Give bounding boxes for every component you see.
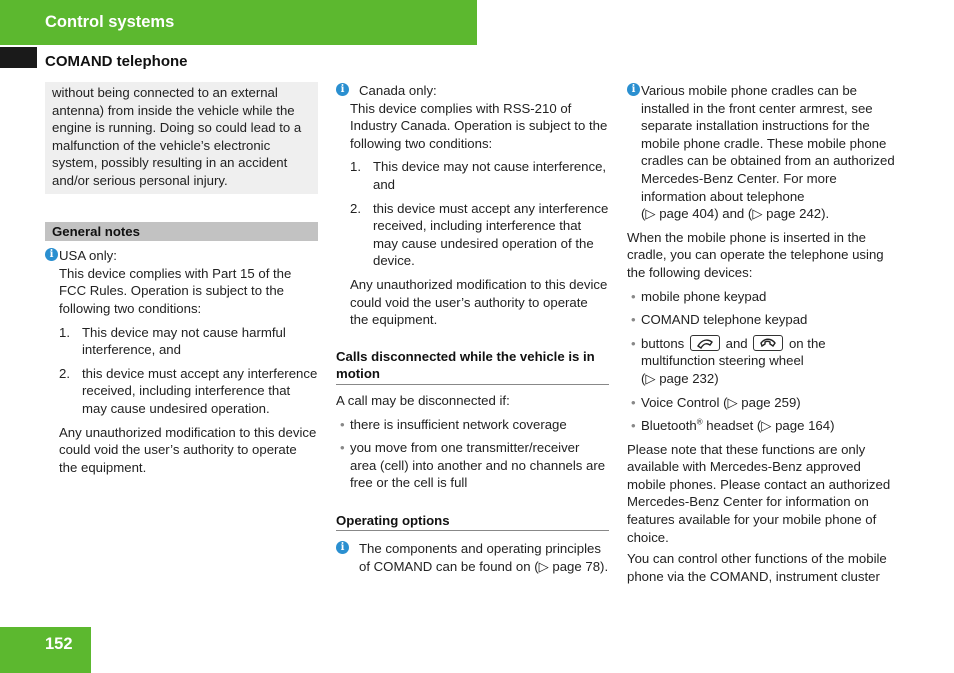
info-icon: i — [45, 248, 58, 261]
operating-options-heading: Operating options — [336, 512, 609, 532]
approved-phones-note: Please note that these functions are only available with Mercedes-Benz approved mobile phones. Please contact an authorized Mercedes-Benz Center for information on features available for your mobile phone of choice. — [627, 441, 891, 545]
general-notes-heading: General notes — [45, 222, 318, 242]
column-right — [627, 82, 902, 585]
cradle-info-text: Various mobile phone cradles can be installed in the front center armrest, see separate installation instructions for the mobile phone cradle. These mobile phone cradles can be obtained from an authorized Mercedes-Benz Center. For more information about telephone — [641, 83, 895, 204]
calls-intro: A call may be disconnected if: — [336, 392, 510, 408]
usa-info — [45, 247, 318, 317]
inserted-text: When the mobile phone is inserted in the cradle, you can operate the telephone using the following devices: — [627, 229, 884, 280]
column-left — [45, 82, 318, 476]
usa-text: This device complies with Part 15 of the FCC Rules. Operation is subject to the following two conditions: — [59, 265, 292, 316]
usa-modification-text: Any unauthorized modification to this device could void the user’s authority to operate the equipment. — [59, 424, 317, 475]
list-item: • mobile phone keypad — [631, 288, 767, 304]
warning-box — [45, 82, 318, 194]
section-title: Control systems — [45, 13, 175, 31]
list-item: • Voice Control (▷ page 259) — [631, 394, 801, 410]
canada-text: This device complies with RSS-210 of Industry Canada. Operation is subject to the following two conditions: — [350, 100, 608, 151]
phone-accept-key-icon — [690, 335, 720, 351]
phone-end-key-icon — [753, 335, 783, 351]
page-number: 152 — [45, 635, 73, 653]
control-functions-text: You can control other functions of the mobile phone via the COMAND, instrument cluster — [627, 551, 887, 584]
canada-modification-text: Any unauthorized modification to this device could void the user’s authority to operate the equipment. — [350, 276, 608, 328]
list-item: • there is insufficient network coverage — [340, 416, 567, 432]
list-item: • Bluetooth® headset (▷ page 164) — [631, 417, 835, 434]
column-middle — [336, 82, 609, 576]
list-item: • COMAND telephone keypad — [631, 312, 808, 328]
chapter-tab — [0, 47, 37, 68]
list-item: • buttons and on the multifunction steering wheel (▷ page 232) — [631, 335, 826, 386]
canada-info — [336, 82, 609, 152]
cradle-page-ref: (▷ page 404) and (▷ page 242). — [641, 206, 830, 222]
list-item: 2. this device must accept any interference received, including interference that may cause undesired operation. — [59, 365, 318, 416]
usa-conditions-list — [45, 324, 318, 418]
devices-list — [627, 288, 902, 435]
info-icon: i — [627, 83, 640, 96]
list-item: • you move from one transmitter/receiver area (cell) into another and no channels are free or the cell is full — [340, 440, 606, 491]
list-item: 1. This device may not cause harmful interference, and — [59, 324, 286, 358]
list-item: 1. This device may not cause interference, and — [350, 159, 607, 192]
list-item: 2. this device must accept any interference received, including interference that may cause undesired operation of the device. — [350, 200, 609, 269]
calls-list — [336, 416, 609, 492]
subsection-title: COMAND telephone — [45, 53, 188, 70]
cradle-info — [627, 82, 902, 223]
info-icon: i — [336, 83, 349, 96]
options-info — [336, 540, 609, 575]
info-icon: i — [336, 541, 349, 554]
usa-label: USA only: — [59, 248, 117, 264]
canada-label: Canada only: — [359, 83, 437, 98]
options-info-text: The components and operating principles of COMAND can be found on (▷ page 78). — [359, 541, 609, 575]
warning-text: without being connected to an external antenna) from inside the vehicle while the engine is running. Doing so could lead to a malfunction of the vehicle’s electronic system, possibly resulting in an accident and/or serious personal injury. — [52, 85, 302, 188]
calls-disconnected-heading: Calls disconnected while the vehicle is in motion — [336, 348, 609, 385]
canada-conditions-list — [336, 158, 609, 270]
